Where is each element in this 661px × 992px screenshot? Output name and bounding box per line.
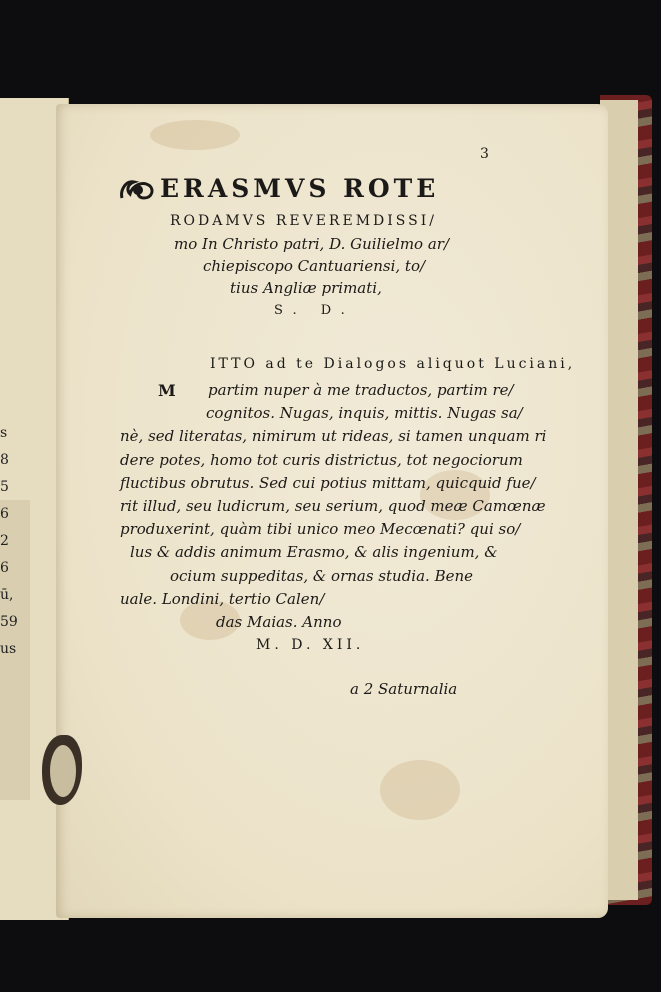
body-line: cognitos. Nugas, inquis, mittis. Nugas sa/ [206, 404, 523, 423]
margin-glyph: 8 [0, 452, 9, 468]
body-line: uale. Londini, tertio Calen/ [120, 589, 325, 608]
left-margin-text [0, 420, 20, 663]
folio-number: 3 [480, 146, 489, 162]
heading-line-1: ERASMVS ROTE [160, 174, 440, 203]
body-line: produxerint, quàm tibi unico meo Mecœnati? qui so/ [120, 520, 521, 539]
margin-glyph: s [0, 425, 8, 441]
body-line: fluctibus obrutus. Sed cui potius mittam, quicquid fue/ [120, 473, 536, 492]
body-line: lus & addis animum Erasmo, & alis ingenium, & [130, 543, 498, 562]
body-line: nè, sed literatas, nimirum ut rideas, si tamen unquam ri [120, 427, 547, 446]
body-line: rit illud, seu ludicrum, seu serium, quod meæ Camœnæ [120, 497, 546, 516]
margin-glyph: us [0, 641, 17, 657]
letter-body [120, 356, 547, 657]
body-line: das Maias. Anno [216, 613, 342, 632]
salutation: S. D. [274, 303, 355, 318]
margin-glyph: 2 [0, 533, 9, 549]
initial-letter: M [158, 381, 176, 400]
fleuron-ornament-icon [118, 172, 158, 204]
body-line: partim nuper à me traductos, partim re/ [208, 381, 514, 399]
heading-line-3: mo In Christo patri, D. Guilielmo ar/ [174, 235, 450, 253]
margin-glyph: 6 [0, 560, 9, 576]
margin-glyph: 5 [0, 479, 9, 495]
margin-glyph: 6 [0, 506, 9, 522]
body-line: ocium suppeditas, & ornas studia. Bene [170, 566, 474, 585]
body-line: dere potes, homo tot curis districtus, tot negociorum [120, 450, 523, 469]
heading-line-5: tius Angliæ primati, [230, 279, 382, 297]
signature-catchword: a 2 Saturnalia [350, 680, 458, 698]
heading-line-4: chiepiscopo Cantuariensi, to/ [203, 257, 426, 275]
opening-line: ITTO ad te Dialogos aliquot Luciani, [210, 356, 576, 372]
margin-glyph: ū, [0, 587, 14, 603]
heading-line-2: RODAMVS REVEREMDISSI/ [170, 213, 437, 229]
margin-glyph: 59 [0, 614, 18, 630]
date-line: M. D. XII. [256, 637, 365, 654]
